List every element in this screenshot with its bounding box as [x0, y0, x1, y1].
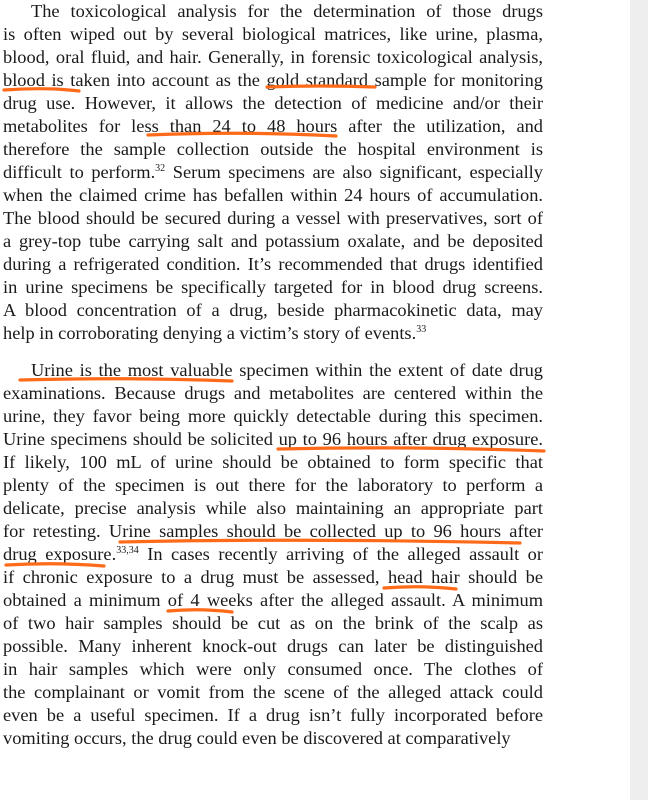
citation-superscript: 33	[416, 323, 427, 335]
text-fragment: In cases recently arriving of the alleged assault or	[138, 544, 543, 564]
text-line: during a refrigerated condition. It’s recommended that drugs identified	[3, 254, 543, 274]
text-fragment: help in corroborating denying a victim’s story of events.	[3, 323, 417, 343]
citation-superscript: 33,34	[116, 544, 139, 556]
text-line: a grey-top tube carrying salt and potassium oxalate, and be deposited	[3, 231, 543, 251]
text-line	[3, 161, 543, 184]
text-line: if chronic exposure to a drug must be assessed, head hair should be	[3, 567, 543, 587]
scrollbar-track[interactable]	[630, 0, 648, 800]
text-line: obtained a minimum of 4 weeks after the alleged assault. A minimum	[3, 590, 543, 610]
text-line: urine, they favor being more quickly detectable during this specimen.	[3, 406, 543, 426]
citation-superscript: 32	[155, 162, 166, 174]
text-line	[3, 322, 543, 345]
paragraph-2	[3, 359, 543, 750]
text-fragment: difficult to perform.	[3, 162, 156, 182]
text-line: The toxicological analysis for the determination of those drugs	[31, 1, 543, 21]
text-line: of two hair samples should be cut as on the brink of the scalp as	[3, 613, 543, 633]
text-line: for retesting. Urine samples should be collected up to 96 hours after	[3, 521, 543, 541]
text-line: even be a useful specimen. If a drug isn’t fully incorporated before	[3, 705, 543, 725]
text-line	[3, 543, 543, 566]
text-line: therefore the sample collection outside the hospital environment is	[3, 139, 543, 159]
text-line: vomiting occurs, the drug could even be discovered at comparatively	[3, 728, 511, 748]
text-line: in urine specimens be specifically targeted for in blood drug screens.	[3, 277, 543, 297]
text-line: If likely, 100 mL of urine should be obtained to form specific that	[3, 452, 543, 472]
text-line: possible. Many inherent knock-out drugs can later be distinguished	[3, 636, 543, 656]
text-line: A blood concentration of a drug, beside pharmacokinetic data, may	[3, 300, 543, 320]
text-line: The blood should be secured during a vessel with preservatives, sort of	[3, 208, 543, 228]
text-line: is often wiped out by several biological matrices, like urine, plasma,	[3, 24, 543, 44]
text-line: Urine is the most valuable specimen within the extent of date drug	[31, 360, 543, 380]
text-line: blood is taken into account as the gold standard sample for monitoring	[3, 70, 543, 90]
text-line: when the claimed crime has befallen within 24 hours of accumulation.	[3, 185, 543, 205]
text-line: examinations. Because drugs and metabolites are centered within the	[3, 383, 543, 403]
text-line: metabolites for less than 24 to 48 hours after the utilization, and	[3, 116, 543, 136]
text-line: plenty of the specimen is out there for the laboratory to perform a	[3, 475, 543, 495]
text-line: delicate, precise analysis while also maintaining an appropriate part	[3, 498, 543, 518]
text-line: Urine specimens should be solicited up to 96 hours after drug exposure.	[3, 429, 543, 449]
text-line: in hair samples which were only consumed once. The clothes of	[3, 659, 543, 679]
text-fragment: Serum specimens are also significant, especially	[165, 162, 543, 182]
text-fragment: drug exposure.	[3, 544, 117, 564]
text-line: blood, oral fluid, and hair. Generally, in forensic toxicological analysis,	[3, 47, 543, 67]
paragraph-1	[3, 0, 543, 345]
text-line: the complainant or vomit from the scene of the alleged attack could	[3, 682, 543, 702]
text-line: drug use. However, it allows the detection of medicine and/or their	[3, 93, 543, 113]
